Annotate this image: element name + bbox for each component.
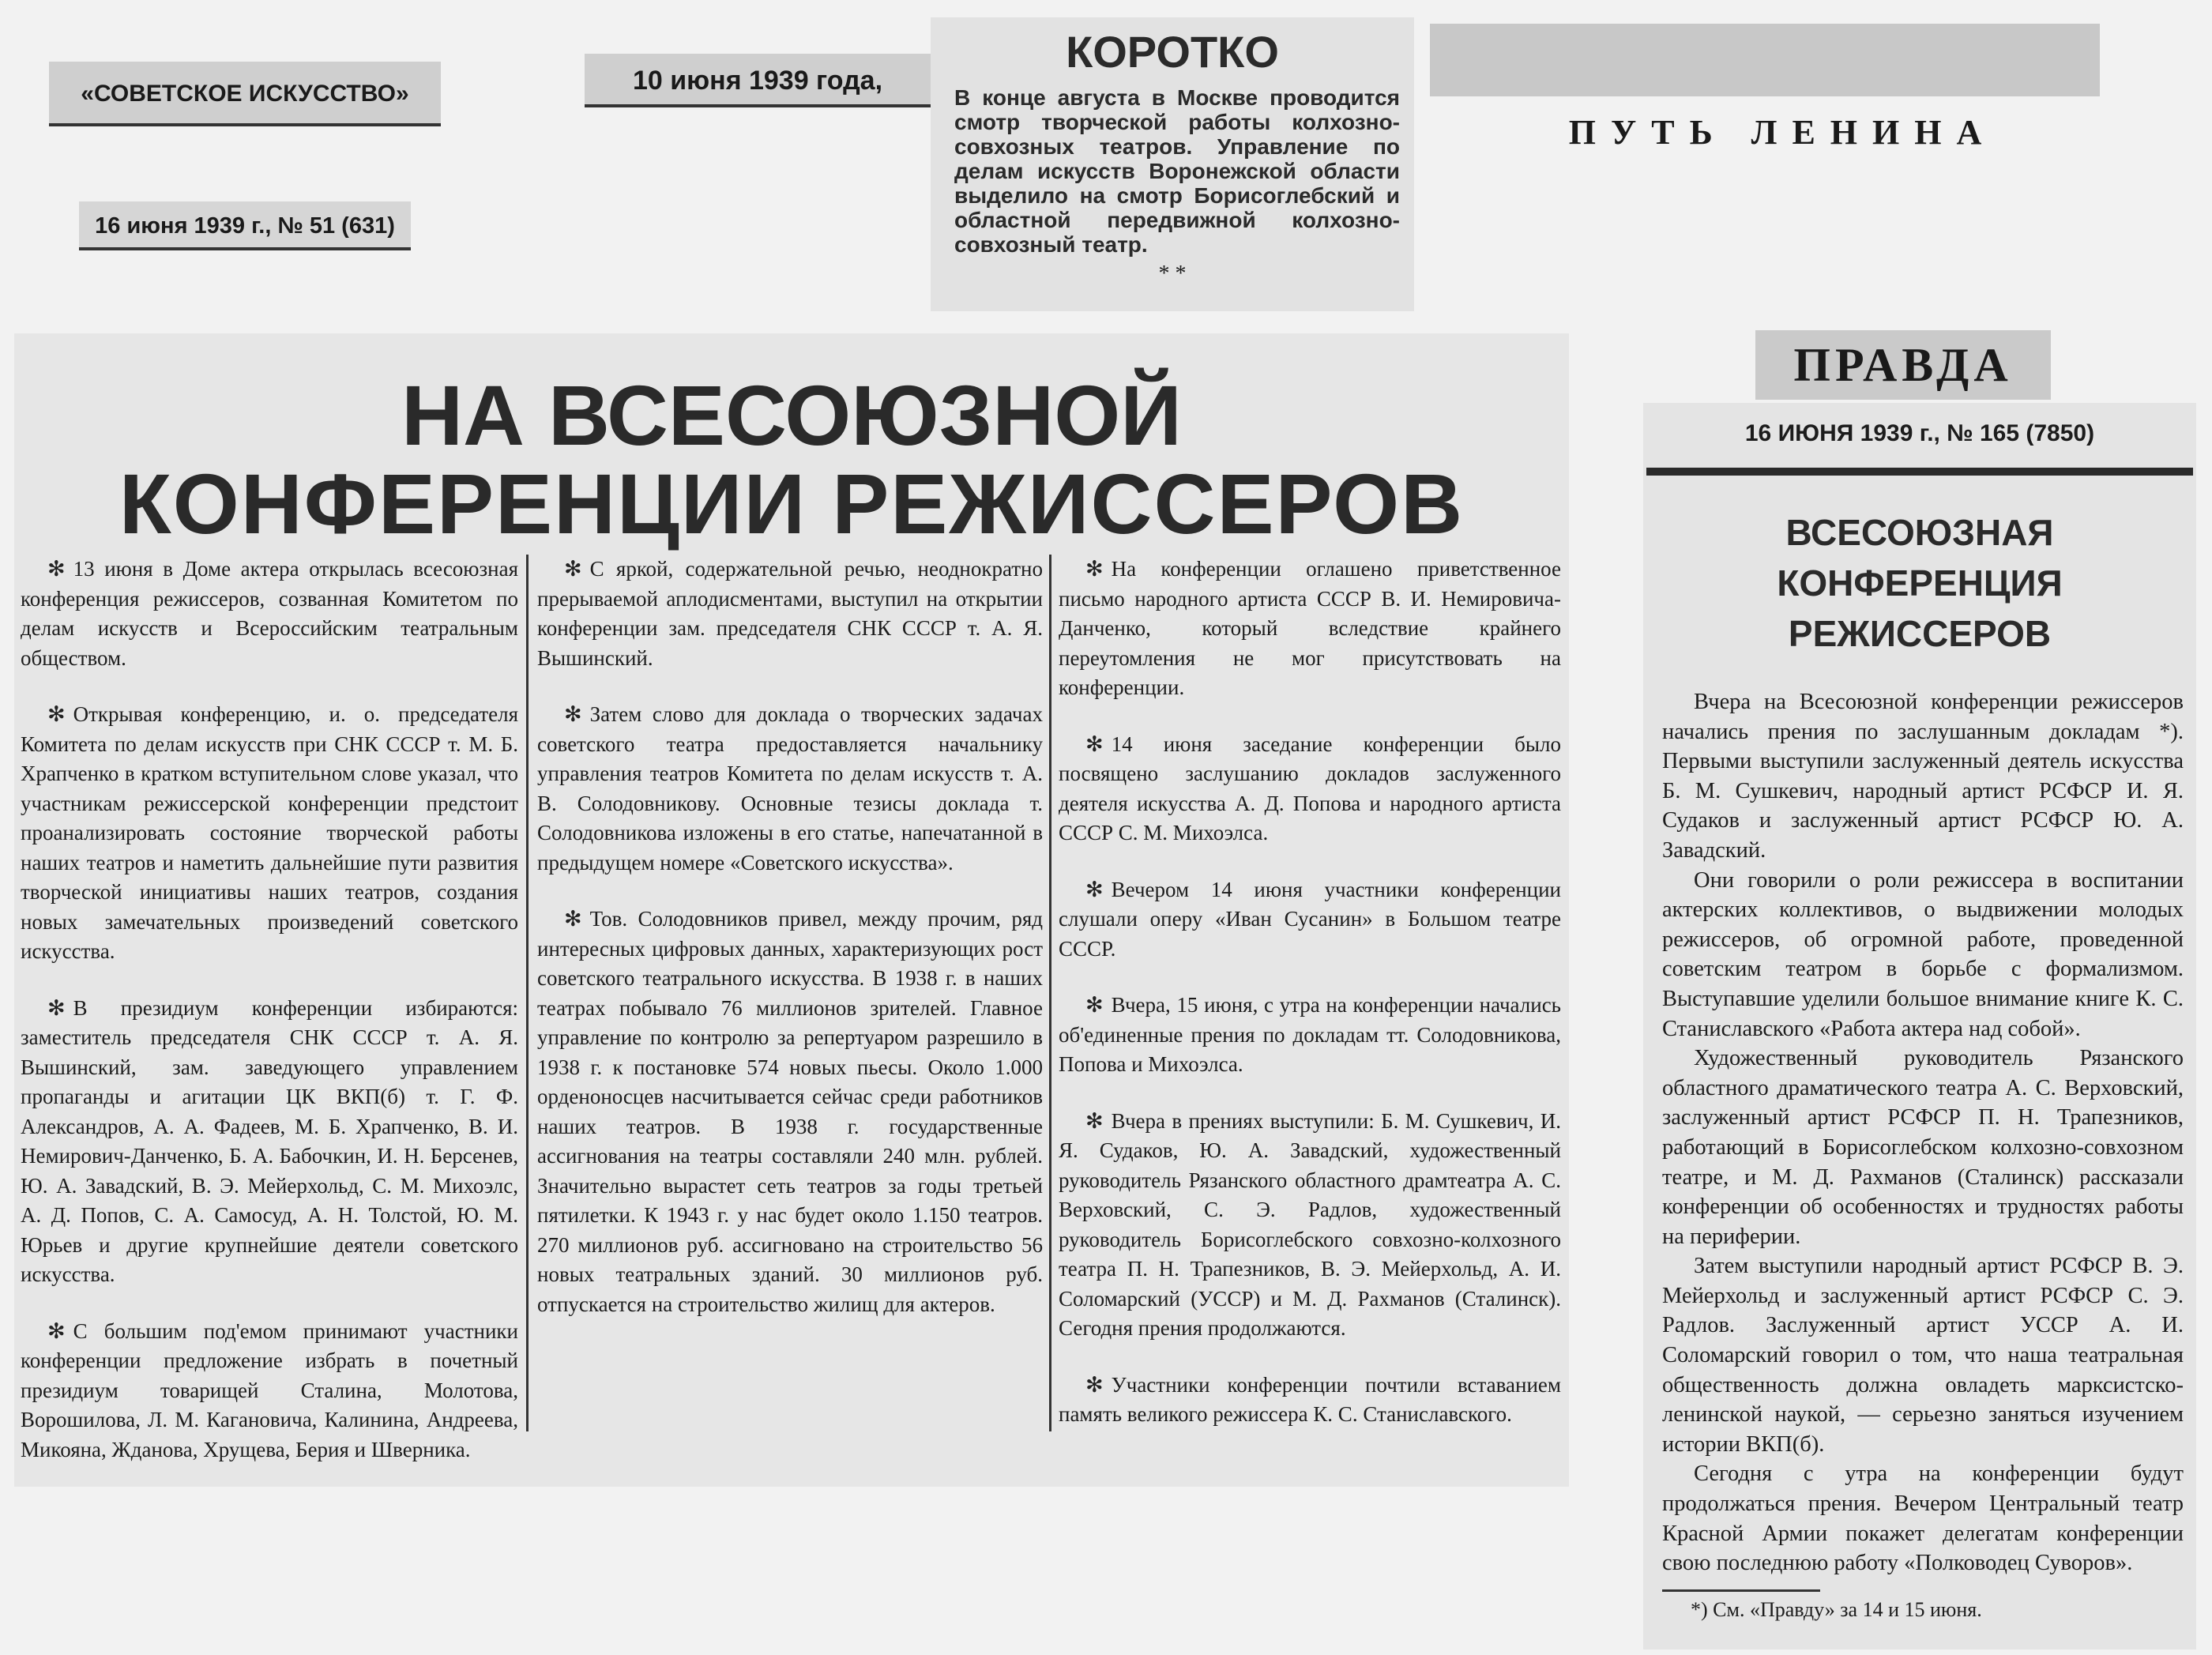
date-label-sovetskoe-iskusstvo xyxy=(79,201,411,250)
asterisk-icon: ✻ xyxy=(47,557,66,581)
pravda-body xyxy=(1643,659,2196,1578)
label-text: П У Т Ь Л Е Н И Н А xyxy=(1568,113,1985,152)
label-text: ПРАВДА xyxy=(1793,339,2013,391)
pravda-footnote: *) См. «Правду» за 14 и 15 июня. xyxy=(1691,1597,1982,1621)
asterisk-icon: ✻ xyxy=(1085,732,1104,756)
asterisk-icon: ✻ xyxy=(564,557,582,581)
label-text: 16 июня 1939 г., № 51 (631) xyxy=(95,213,395,239)
pravda-rule xyxy=(1646,468,2193,476)
pravda-title-line-2: РЕЖИССЕРОВ xyxy=(1788,613,2052,654)
main-column-2 xyxy=(537,555,1043,1346)
paragraph: ✻ Вчера в прениях выступили: Б. М. Сушкевич, И. Я. Судаков, Ю. А. Завадский, художественный руководитель Рязанского областного драмтеатра А. С. Верховский, С. Э. Радлов, художественный руководитель Борисоглебского совхозно-колхозного театра П. Н. Трапезников, В. Э. Мейерхольд, А. И. Соломарский (УССР) и М. Д. Рахманов (Сталинск). Сегодня прения продолжаются. xyxy=(1059,1108,1561,1340)
headline-line-2: КОНФЕРЕНЦИИ РЕЖИССЕРОВ xyxy=(118,456,1465,551)
main-headline xyxy=(14,367,1569,551)
korotko-text: В конце августа в Москве проводится смотр творческой работы колхозно-совхозных театров. Управление по делам искусств Воронежской области выделило на смотр Борисоглебский и областной передвижной колхозно-совхозный театр. xyxy=(954,85,1400,257)
korotko-stars: * * xyxy=(1158,261,1187,286)
asterisk-icon: ✻ xyxy=(47,1318,66,1343)
column-divider xyxy=(1049,555,1051,1431)
paragraph: ✻ Вечером 14 июня участники конференции слушали оперу «Иван Сусанин» в Большом театре СССР. xyxy=(1059,877,1561,961)
asterisk-icon: ✻ xyxy=(564,907,582,931)
pravda-article-clipping xyxy=(1643,403,2196,1649)
newspaper-label-sovetskoe-iskusstvo xyxy=(49,62,441,126)
label-text: 10 июня 1939 года, xyxy=(632,66,883,96)
paragraph: Затем выступили народный артист РСФСР В. Э. Мейерхольд и заслуженный артист РСФСР С. Э. Радлов. Заслуженный артист УССР А. И. Соломарский говорил о том, что наша театральная общественность должна овладеть марксистско-ленинской наукой, — серьезно заняться изучением истории ВКП(б). xyxy=(1662,1254,2184,1457)
paragraph: ✻ С яркой, содержательной речью, неоднократно прерываемой аплодисментами, выступил на открытии конференции зам. председателя СНК СССР т. А. Я. Вышинский. xyxy=(537,557,1043,670)
paragraph: ✻ Участники конференции почтили вставанием память великого режиссера К. С. Станиславского. xyxy=(1059,1372,1561,1426)
paragraph: ✻ Затем слово для доклада о творческих задачах советского театра предоставляется начальнику управления театров Комитета по делам искусств т. А. В. Солодовникову. Основные тезисы доклада т. Солодовникова изложены в его статье, напечатанной в предыдущем номере «Советского искусства». xyxy=(537,702,1043,875)
korotko-title: КОРОТКО xyxy=(1066,27,1279,77)
paragraph: ✻ С большим под'емом принимают участники конференции предложение избрать в почетный президиум товарищей Сталина, Молотова, Ворошилова, Л. М. Кагановича, Калинина, Андреева, Микояна, Жданова, Хрущева, Берия и Шверника. xyxy=(21,1318,518,1461)
paragraph: ✻ Тов. Солодовников привел, между прочим, ряд интересных цифровых данных, характеризующих рост советского театрального искусства. В 1938 г. в наших театрах побывало 76 миллионов зрителей. Главное управление по контролю за репертуаром разрешило в 1938 г. к постановке 574 новых пьесы. Около 1.000 орденоносцев насчитывается сейчас среди работников наших театров. В 1938 г. государственные ассигнования на театры составляли 240 млн. рублей. Значительно вырастет сеть театров за годы третьей пятилетки. К 1943 г. у нас будет около 1.150 театров. 270 миллионов руб. ассигновано на строительство 56 новых театральных зданий. 30 миллионов руб. отпускается на строительство жилищ для актеров. xyxy=(537,907,1043,1316)
asterisk-icon: ✻ xyxy=(1085,557,1104,581)
paragraph: ✻ Открывая конференцию, и. о. председателя Комитета по делам искусств при СНК СССР т. М. Б. Храпченко в кратком вступительном слове указал, что участникам режиссерской конференции предстоит проанализировать состояние творческой работы наших театров и наметить дальнейшие пути развития творческой инициативы наших театров, создания новых замечательных произведений советского искусства. xyxy=(21,702,518,963)
pravda-date: 16 ИЮНЯ 1939 г., № 165 (7850) xyxy=(1744,420,2095,446)
paragraph: ✻ В президиум конференции избираются: заместитель председателя СНК СССР т. А. Я. Вышинский, зам. заведующего управлением пропаганды и агитации ЦК ВКП(б) т. Г. Ф. Александров, А. А. Фадеев, М. Б. Храпченко, В. И. Немирович-Данченко, Б. А. Бабочкин, И. Н. Берсенев, Ю. А. Завадский, В. Э. Мейерхольд, С. М. Михоэлс, А. Д. Попов, С. А. Самосуд, А. Н. Толстой, Ю. М. Юрьев и другие крупнейшие деятели советского искусства. xyxy=(21,995,518,1286)
newspaper-label-pravda xyxy=(1755,330,2051,400)
paragraph: ✻ 13 июня в Доме актера открылась всесоюзная конференция режиссеров, созванная Комитетом по делам искусств и Всероссийским театральным обществом. xyxy=(21,557,518,670)
korotko-clipping xyxy=(931,17,1414,311)
paragraph: Они говорили о роли режиссера в воспитании актерских коллективов, о выдвижении молодых режиссеров, об огромной работе, проведенной советским театром в борьбе с формализмом. Выступавшие уделили большое внимание книге К. С. Станиславского «Работа актера над собой». xyxy=(1662,867,2184,1041)
main-column-3 xyxy=(1059,555,1561,1457)
asterisk-icon: ✻ xyxy=(1085,993,1104,1017)
paragraph: ✻ На конференции оглашено приветственное письмо народного артиста СССР В. И. Немировича-Данченко, который вследствие крайнего переутомления не мог присутствовать на конференции. xyxy=(1059,557,1561,699)
asterisk-icon: ✻ xyxy=(1085,877,1104,901)
asterisk-icon: ✻ xyxy=(47,995,66,1020)
pravda-headline xyxy=(1643,507,2196,659)
label-text: «СОВЕТСКОЕ ИСКУССТВО» xyxy=(81,81,409,107)
asterisk-icon: ✻ xyxy=(564,702,582,726)
headline-line-1: НА ВСЕСОЮЗНОЙ xyxy=(401,367,1182,463)
date-label-put-lenina xyxy=(585,54,931,107)
paragraph: Вчера на Всесоюзной конференции режиссеров начались прения по заслушанным докладам *). Первыми выступили заслуженный деятель искусства Б. М. Сушкевич, народный артист РСФСР И. Я. Судаков и заслуженный артист РСФСР Ю. А. Завадский. xyxy=(1662,690,2184,863)
main-column-1 xyxy=(21,555,518,1491)
pravda-title-line-1: ВСЕСОЮЗНАЯ КОНФЕРЕНЦИЯ xyxy=(1777,512,2063,604)
asterisk-icon: ✻ xyxy=(47,702,66,726)
paragraph: ✻ 14 июня заседание конференции было посвящено заслушанию докладов заслуженного деятеля искусства А. Д. Попова и народного артиста СССР С. М. Михоэлса. xyxy=(1059,732,1561,844)
newspaper-label-put-lenina xyxy=(1430,24,2100,152)
main-article-clipping xyxy=(14,333,1569,1487)
paragraph: Художественный руководитель Рязанского областного драматического театра А. С. Верховский, заслуженный артист РСФСР П. Н. Трапезников, работающий в Борисоглебском колхозно-совхозном театре, и М. Д. Рахманов (Сталинск) рассказали конференции об особенностях и трудностях работы на периферии. xyxy=(1662,1046,2184,1249)
paragraph: Сегодня с утра на конференции будут продолжаться прения. Вечером Центральный театр Красной Армии покажет делегатам конференции свою последнюю работу «Полководец Суворов». xyxy=(1662,1461,2184,1576)
asterisk-icon: ✻ xyxy=(1085,1372,1104,1397)
paragraph: ✻ Вчера, 15 июня, с утра на конференции начались об'единенные прения по докладам тт. Солодовникова, Попова и Михоэлса. xyxy=(1059,993,1561,1076)
column-divider xyxy=(526,555,529,1431)
asterisk-icon: ✻ xyxy=(1085,1108,1104,1133)
